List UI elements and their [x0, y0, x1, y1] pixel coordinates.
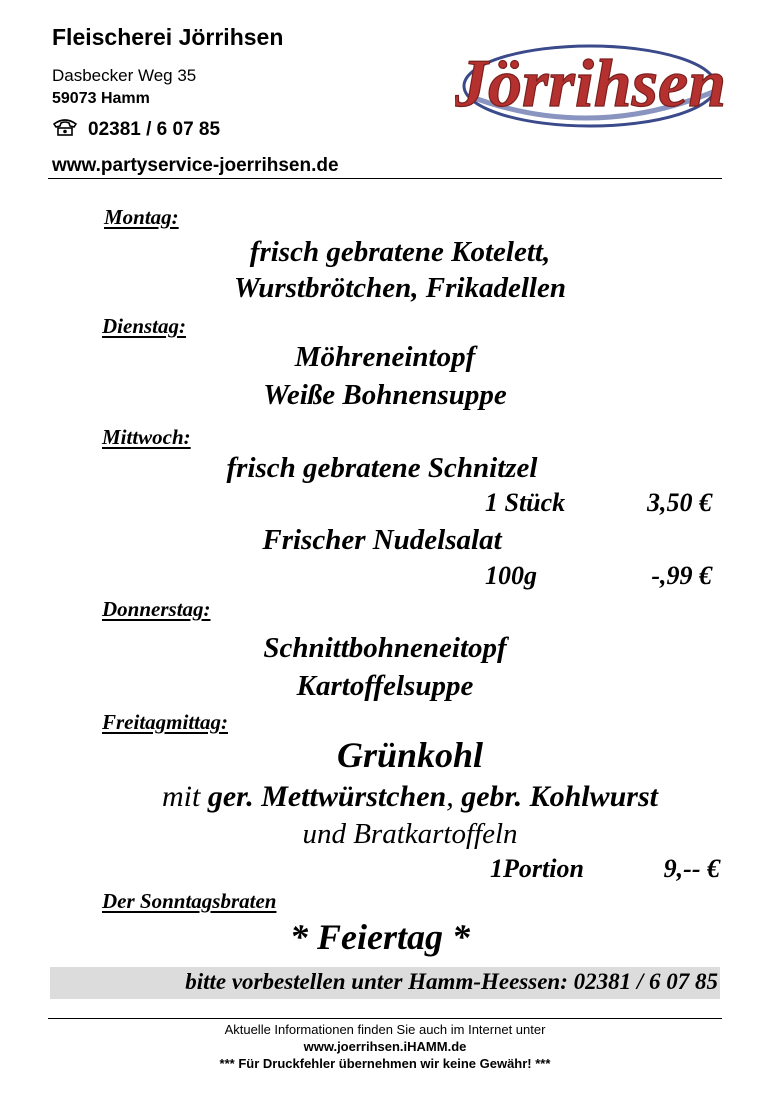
day-label-monday: Montag:	[104, 205, 179, 229]
day-label-tuesday: Dienstag:	[102, 314, 186, 338]
wednesday-dish-2-unit: 100g	[485, 561, 537, 590]
monday-dish-2: Wurstbrötchen, Frikadellen	[234, 272, 566, 304]
svg-text:Jörrihsen: Jörrihsen	[455, 45, 725, 121]
thursday-dish-1: Schnittbohneneitopf	[263, 632, 507, 664]
city-address: 59073 Hamm	[52, 90, 150, 107]
phone-number: 02381 / 6 07 85	[88, 119, 221, 140]
wednesday-dish-2: Frischer Nudelsalat	[262, 524, 502, 556]
wednesday-dish-1-price: 3,50 €	[647, 488, 712, 517]
phone-row	[52, 118, 220, 142]
day-label-thursday: Donnerstag:	[102, 597, 211, 621]
friday-dish-2-kohlwurst: gebr. Kohlwurst	[461, 780, 658, 813]
website-link[interactable]: www.partyservice-joerrihsen.de	[52, 155, 339, 176]
shop-name: Fleischerei Jörrihsen	[52, 24, 284, 50]
friday-dish-2-separator: ,	[446, 780, 462, 813]
wednesday-dish-2-price: -,99 €	[651, 561, 712, 590]
header-divider	[48, 178, 722, 179]
monday-dish-1: frisch gebratene Kotelett,	[249, 236, 551, 268]
wednesday-dish-1-unit: 1 Stück	[485, 488, 566, 517]
friday-dish-2-prefix: mit	[162, 780, 208, 813]
tuesday-dish-2: Weiße Bohnensuppe	[263, 379, 507, 411]
friday-dish-2	[0, 780, 770, 814]
thursday-dish-2: Kartoffelsuppe	[296, 670, 474, 702]
friday-dish-3: und Bratkartoffeln	[302, 818, 518, 850]
friday-price: 9,-- €	[663, 854, 720, 883]
tuesday-dish-1: Möhreneintopf	[294, 341, 476, 373]
wednesday-dish-1: frisch gebratene Schnitzel	[226, 452, 538, 484]
street-address: Dasbecker Weg 35	[52, 66, 197, 85]
friday-dish-2-sausage: ger. Mettwürstchen	[207, 780, 447, 813]
footer-website-link[interactable]: www.joerrihsen.iHAMM.de	[303, 1039, 467, 1054]
footer-disclaimer: *** Für Druckfehler übernehmen wir keine Gewähr! ***	[219, 1056, 551, 1071]
shop-logo	[455, 14, 725, 134]
friday-dish-1: Grünkohl	[336, 735, 484, 775]
footer-info: Aktuelle Informationen finden Sie auch im Internet unter	[224, 1022, 546, 1037]
day-label-wednesday: Mittwoch:	[102, 425, 191, 449]
telephone-icon	[52, 118, 78, 142]
day-label-sunday: Der Sonntagsbraten	[102, 889, 277, 913]
order-note: bitte vorbestellen unter Hamm-Heessen: 02381 / 6 07 85	[185, 969, 718, 994]
friday-unit: 1Portion	[490, 854, 584, 883]
footer-divider	[48, 1018, 722, 1019]
day-label-friday: Freitagmittag:	[102, 710, 228, 734]
sunday-dish-1: * Feiertag *	[290, 917, 470, 957]
